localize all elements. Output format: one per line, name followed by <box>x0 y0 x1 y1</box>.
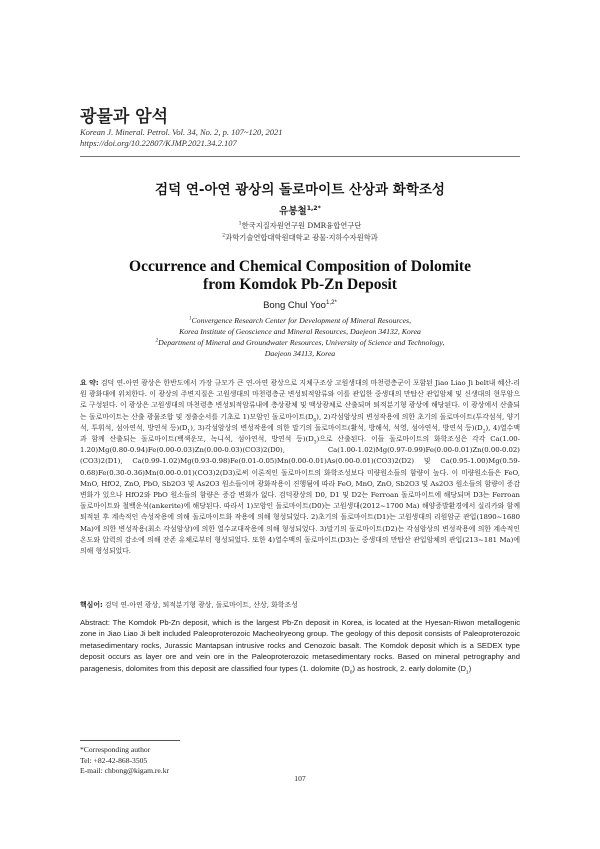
english-abstract: Abstract: The Komdok Pb-Zn deposit, which is the largest Pb-Zn deposit in Korea, is located at the Hyesan-Riwon metallogenic zone in Jiao Liao Ji belt included Paleoproterozoic Macheolryeong group. The geology of this deposit consists of Paleoproterozoic metasedimentary rocks, Jurassic Mantapsan intrusive rocks and Cenozoic basalt. The Komdok deposit which is a SEDEX type deposit occurs as layer ore and vein ore in the Paleoproterozoic metasedimentary rocks. Based on mineral petrography and paragenesis, dolomites from this deposit are classified four types (1. dolomite $(D_0)$ as hostrock, 2. early dolomite $(D_1)$ <box>80 618 520 676</box>
english-title: Occurrence and Chemical Composition of Dolomite from Komdok Pb-Zn Deposit <box>129 258 471 293</box>
korean-title: 검덕 연-아연 광상의 돌로마이트 산상과 화학조성 <box>155 182 445 198</box>
korean-affiliation-2: $^2$과학기술연합대학원대학교 광물·지하수자원학과 <box>222 233 378 242</box>
author-email[interactable]: E-mail: chbong@kigam.re.kr <box>80 766 170 775</box>
english-author: Bong Chul Yoo$^{1,2*}$ <box>263 298 337 311</box>
english-affiliation-2: $^2$Department of Mineral and Groundwater Resources, University of Science and Technology, <box>155 337 445 347</box>
journal-meta <box>80 127 283 149</box>
corresponding-author: *Corresponding author <box>80 745 151 754</box>
english-affiliation-1: $^1$Convergence Research Center for Development of Mineral Resources, <box>188 315 412 325</box>
korean-affiliation-1: $^1$한국지질자원연구원 DMR융합연구단 <box>238 221 362 230</box>
korean-abstract: 요 약: 검덕 연-아연 광상은 한반도에서 가장 규모가 큰 연-아연 광상으로 지체구조상 고원생대의 마천령층군이 포함된 Jiao Liao Ji belt내 혜산-리원 광화대에 위치한다. 이 광상의 주변지질은 고원생대의 마천령층군 변성퇴적암류와 이를 관입한 중생대의 만탑산 관입암체 및 신생대의 현무암으로 구성된다. 이 광상은 고원생대의 마천령층 변성퇴적암류내에 층상광체 및 맥상광체로 산출되며 퇴적분기형 광상에 해당된다. 이 광상에서 산출되는 돌로마이트는 산출 광물조합 및 정출순서를 기초로 1)모암인 돌로마이트$(D_0)$, 2)각섬암상의 변성작용에 의한 초기의 돌로마이트(투각섬석, 양기석, 투휘석, 섬아연석, 방연석 등)$(D_1)$, 3)각섬암상의 변성작용에 의한 말기의 돌로마이트(활석, 방해석, 석영, 섬아연석, 방연석 등)$(D_2)$, 4)열수맥과 함께 산출되는 돌로마이트(백색운모, 녹니석, 섬아연석, 방연석 등)$(D_3)$으로 산출된다. 이들 돌로마이트의 화학조성은 각각 Ca(1.00-1.20)Mg(0.80-0.94)Fe(0.00-0.03)Zn(0.00-0.03)(CO3)2(D0), Ca(1.00-1.02)Mg(0.97-0.99)Fe(0.00-0.01)Zn(0.00-0.02)(CO3)2(D1), Ca(0.99-1.02)Mg(0.93-0.98)Fe(0.01-0.05)Mn(0.00-0.01)As(0.00-0.01)(CO3)2(D2) 및 Ca(0.95-1.00)Mg(0.59-0.68)Fe(0.30-0.36)Mn(0.00-0.01)(CO3)2(D3)로써 이론적인 돌로마이트의 화학조성보다 미량원소들의 함량이 높다. 이 미량원소들은 FeO, MnO, HfO2, ZnO, PbO, Sb2O3 및 As2O3 원소들이며 광화작용이 진행됨에 따라 FeO, MnO, ZnO, Sb2O3 및 As2O3 원소들의 함량이 증감 변화가 있으나 HfO2와 PbO 원소들의 함량은 증감 변화가 없다. 검덕광상의 D0, D1 및 D2는 Ferroan 돌로마이트에 해당되며 D3는 Ferroan 돌로마이트와 철백운석(ankerite)에 해당된다. 따라서 1)모암인 돌로마이트(D0)는 고원생대(2012~1700 Ma) 해양증발환경에서 실리카와 함께 퇴적된 후 계속적인 속성작용에 의해 돌로마이트화 작용에 의해 형성되었다. 2)초기의 돌로마이트(D1)는 고원생대의 리원암군 관입(1890~1680 Ma)에 의한 변성작용(최소 각섬암상)에 의한 열수교대작용에 의해 형성되었다. 3)말기의 돌로마이트(D2)는 각섬암상의 변성작용에 의한 계속적인 온도와 압력의 감소에 의해 잔존 유체로부터 형성되었다. 또한 4)열수맥의 돌로마이트(D3)는 중생대의 만탑산 관입암체의 관입(213~181 Ma)에 의해 형성되었다. <box>80 379 520 556</box>
english-affiliations: $^1$Convergence Research Center for Development of Mineral Resources, Korea Institute of Geoscience and Mineral Resources, Daejeon 34132, Korea $^2$Department of Mineral and Groundwater Resources, University of Science and Technology, Daejeon 34113, Korea <box>80 315 520 359</box>
korean-affiliations <box>80 220 520 244</box>
journal-citation: Korean J. Mineral. Petrol. Vol. 34, No. 2, p. 107~120, 2021 <box>80 127 283 137</box>
footnote <box>80 745 169 777</box>
footnote-rule <box>80 740 180 741</box>
author-tel: Tel: +82-42-868-3505 <box>80 755 148 765</box>
journal-name: 광물과 암석 <box>80 107 169 127</box>
doi-link[interactable]: https://doi.org/10.22807/KJMP.2021.34.2.107 <box>80 138 237 148</box>
header-rule <box>80 156 520 157</box>
korean-keywords: 핵심어: 검덕 연-아연 광상, 퇴적분기형 광상, 돌로마이트, 산상, 화학조성 <box>80 601 298 609</box>
korean-author: 유봉철$^{1,2*}$ <box>279 204 321 217</box>
page-number: 107 <box>294 774 306 783</box>
